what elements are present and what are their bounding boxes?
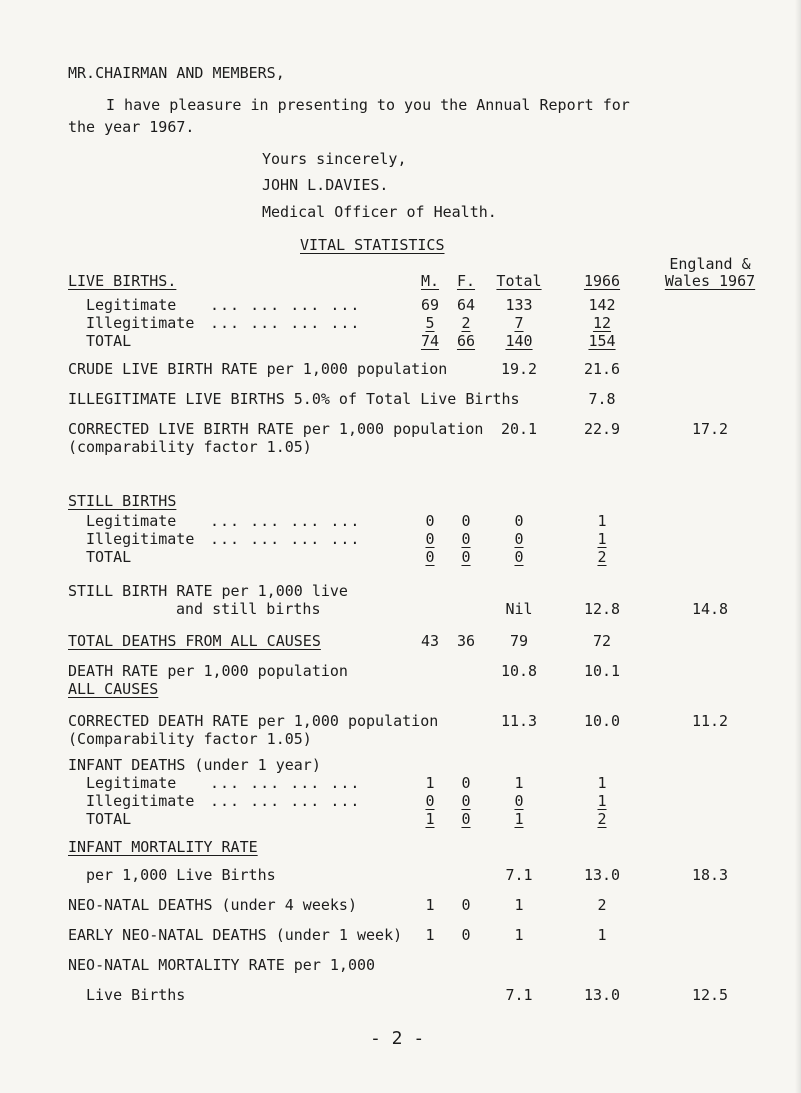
cell-1966: 12 <box>592 314 612 332</box>
cell-1966: 10.0 <box>583 712 621 730</box>
cell-total: 1 <box>514 810 524 828</box>
live-births-heading: LIVE BIRTHS. <box>68 272 177 290</box>
row-label: Legitimate <box>86 296 177 314</box>
cell-male: 43 <box>420 632 440 650</box>
col-header-ew-line1: England & <box>669 255 751 273</box>
cell-male: 1 <box>425 810 435 828</box>
col-header-ew-line2: Wales 1967 <box>664 272 756 290</box>
cell-female: 0 <box>461 810 471 828</box>
cell-1966: 13.0 <box>583 986 621 1004</box>
crude-birth-rate-label: CRUDE LIVE BIRTH RATE per 1,000 population <box>68 360 448 378</box>
cell-1966: 21.6 <box>583 360 621 378</box>
row-label: TOTAL <box>86 810 132 828</box>
cell-total: 20.1 <box>500 420 538 438</box>
cell-female: 0 <box>461 792 471 810</box>
leader-dots: ... ... ... ... <box>210 512 361 530</box>
illegitimate-births-label: ILLEGITIMATE LIVE BIRTHS 5.0% of Total Live Births <box>68 390 520 408</box>
cell-1966: 1 <box>597 512 607 530</box>
leader-dots: ... ... ... ... <box>210 530 361 548</box>
infant-deaths-heading: INFANT DEATHS (under 1 year) <box>68 756 321 774</box>
cell-female: 0 <box>461 530 471 548</box>
cell-1966: 2 <box>597 896 607 914</box>
signatory-name: JOHN L.DAVIES. <box>262 176 389 194</box>
still-births-heading: STILL BIRTHS <box>68 492 177 510</box>
page-number: - 2 - <box>370 1028 425 1049</box>
cell-1966: 2 <box>597 548 607 566</box>
signatory-title: Medical Officer of Health. <box>262 203 497 221</box>
cell-male: 0 <box>425 530 435 548</box>
cell-1966: 1 <box>597 792 607 810</box>
cell-male: 1 <box>425 774 435 792</box>
cell-1966: 72 <box>592 632 612 650</box>
closing: Yours sincerely, <box>262 150 407 168</box>
corrected-death-rate-label: CORRECTED DEATH RATE per 1,000 population <box>68 712 439 730</box>
col-header-1966: 1966 <box>583 272 621 290</box>
intro-line-2: the year 1967. <box>68 118 195 136</box>
cell-female: 0 <box>461 926 471 944</box>
leader-dots: ... ... ... ... <box>210 774 361 792</box>
cell-female: 0 <box>461 512 471 530</box>
col-header-total: Total <box>496 272 542 290</box>
corrected-birth-rate-label: CORRECTED LIVE BIRTH RATE per 1,000 population <box>68 420 484 438</box>
death-rate-note: ALL CAUSES <box>68 680 159 698</box>
still-birth-rate-note: and still births <box>176 600 321 618</box>
leader-dots: ... ... ... ... <box>210 296 361 314</box>
cell-total: 0 <box>514 548 524 566</box>
cell-total: 10.8 <box>500 662 538 680</box>
cell-male: 1 <box>425 896 435 914</box>
cell-total: 11.3 <box>500 712 538 730</box>
cell-1966: 1 <box>597 774 607 792</box>
cell-female: 0 <box>461 896 471 914</box>
cell-male: 0 <box>425 792 435 810</box>
cell-1966: 2 <box>597 810 607 828</box>
neo-natal-mortality-label: NEO-NATAL MORTALITY RATE per 1,000 <box>68 956 376 974</box>
cell-total: 19.2 <box>500 360 538 378</box>
leader-dots: ... ... ... ... <box>210 314 361 332</box>
cell-female: 0 <box>461 548 471 566</box>
cell-male: 5 <box>425 314 435 332</box>
row-label: Legitimate <box>86 774 177 792</box>
cell-total: 7 <box>514 314 524 332</box>
cell-1966: 22.9 <box>583 420 621 438</box>
corrected-birth-rate-note: (comparability factor 1.05) <box>68 438 312 456</box>
row-label: TOTAL <box>86 332 132 350</box>
cell-male: 74 <box>420 332 440 350</box>
cell-ew: 14.8 <box>691 600 729 618</box>
row-label: Illegitimate <box>86 314 195 332</box>
cell-total: 79 <box>509 632 529 650</box>
neo-natal-mortality-note: Live Births <box>86 986 186 1004</box>
cell-male: 69 <box>420 296 440 314</box>
cell-total: Nil <box>505 600 533 618</box>
leader-dots: ... ... ... ... <box>210 792 361 810</box>
cell-male: 0 <box>425 512 435 530</box>
cell-1966: 142 <box>588 296 616 314</box>
early-neo-natal-deaths-label: EARLY NEO-NATAL DEATHS (under 1 week) <box>68 926 403 944</box>
cell-total: 0 <box>514 512 524 530</box>
cell-total: 1 <box>514 926 524 944</box>
infant-mortality-note: per 1,000 Live Births <box>86 866 276 884</box>
section-title: VITAL STATISTICS <box>300 236 445 254</box>
cell-female: 64 <box>456 296 476 314</box>
cell-1966: 10.1 <box>583 662 621 680</box>
cell-1966: 154 <box>588 332 616 350</box>
neo-natal-deaths-label: NEO-NATAL DEATHS (under 4 weeks) <box>68 896 357 914</box>
salutation: MR.CHAIRMAN AND MEMBERS, <box>68 64 285 82</box>
row-label: Illegitimate <box>86 792 195 810</box>
death-rate-label: DEATH RATE per 1,000 population <box>68 662 348 680</box>
cell-ew: 18.3 <box>691 866 729 884</box>
cell-male: 0 <box>425 548 435 566</box>
cell-ew: 12.5 <box>691 986 729 1004</box>
col-header-male: M. <box>420 272 440 290</box>
cell-1966: 13.0 <box>583 866 621 884</box>
cell-male: 1 <box>425 926 435 944</box>
cell-1966: 1 <box>597 926 607 944</box>
cell-1966: 12.8 <box>583 600 621 618</box>
cell-female: 66 <box>456 332 476 350</box>
infant-mortality-label: INFANT MORTALITY RATE <box>68 838 258 856</box>
cell-1966: 7.8 <box>588 390 616 408</box>
col-header-female: F. <box>456 272 476 290</box>
cell-total: 0 <box>514 530 524 548</box>
cell-total: 1 <box>514 774 524 792</box>
cell-total: 7.1 <box>505 866 533 884</box>
cell-1966: 1 <box>597 530 607 548</box>
corrected-death-rate-note: (Comparability factor 1.05) <box>68 730 312 748</box>
total-deaths-label: TOTAL DEATHS FROM ALL CAUSES <box>68 632 321 650</box>
cell-ew: 11.2 <box>691 712 729 730</box>
cell-female: 0 <box>461 774 471 792</box>
cell-female: 36 <box>456 632 476 650</box>
page-edge-shadow <box>795 0 801 1093</box>
cell-total: 140 <box>505 332 533 350</box>
cell-total: 7.1 <box>505 986 533 1004</box>
intro-line-1: I have pleasure in presenting to you the Annual Report for <box>106 96 630 114</box>
cell-total: 133 <box>505 296 533 314</box>
row-label: Illegitimate <box>86 530 195 548</box>
row-label: TOTAL <box>86 548 132 566</box>
cell-ew: 17.2 <box>691 420 729 438</box>
row-label: Legitimate <box>86 512 177 530</box>
cell-total: 0 <box>514 792 524 810</box>
still-birth-rate-label: STILL BIRTH RATE per 1,000 live <box>68 582 348 600</box>
cell-female: 2 <box>461 314 471 332</box>
cell-total: 1 <box>514 896 524 914</box>
